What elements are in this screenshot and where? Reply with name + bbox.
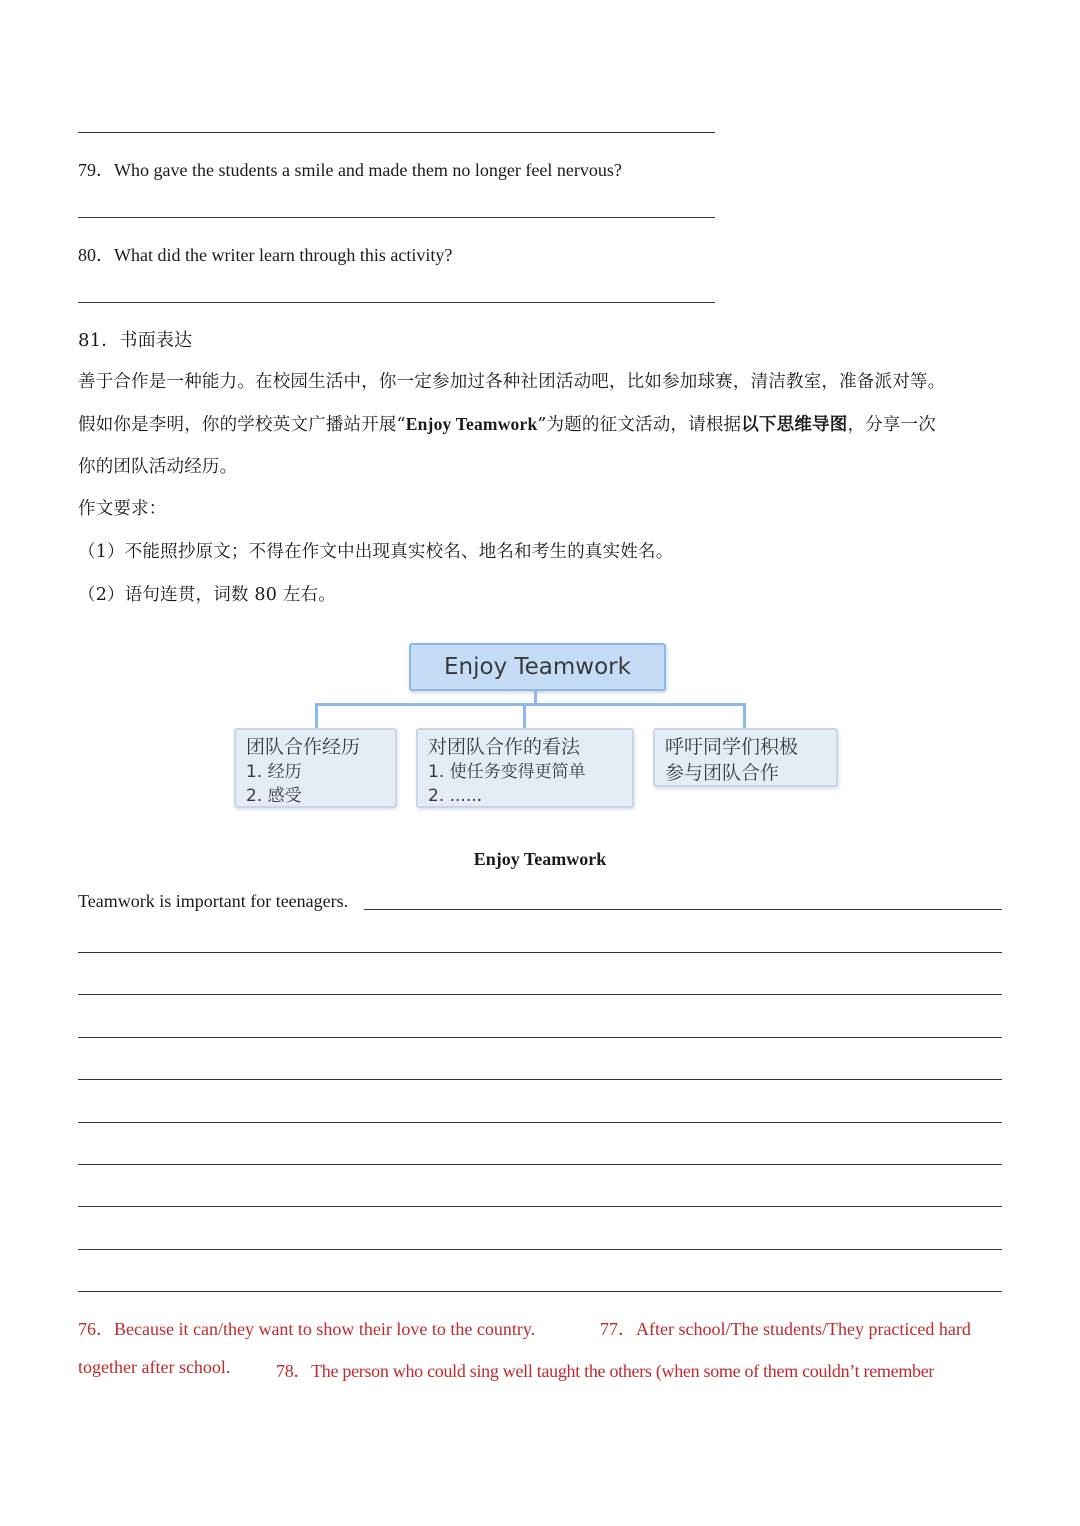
answer-78: 78．The person who could sing well taught the others (when some of them couldn’t remember — [276, 1361, 935, 1381]
branch-item: 2. 感受 — [246, 786, 302, 806]
prompt-text: ”为题的征文活动，请根据 — [537, 415, 742, 435]
prompt-essay-title: Enjoy Teamwork — [405, 414, 538, 434]
prompt-mindmap-ref: 以下思维导图 — [741, 415, 848, 435]
mindmap-connector — [315, 703, 318, 728]
mindmap-branch-experience — [234, 728, 397, 808]
branch-item: 2. ...... — [428, 786, 483, 806]
writing-line — [78, 1164, 1002, 1165]
answer-line — [78, 302, 715, 303]
prompt-paragraph-2 — [78, 411, 936, 436]
mindmap-connector — [534, 689, 537, 704]
prompt-text: 假如你是李明，你的学校英文广播站开展“ — [78, 415, 406, 435]
answer-line — [78, 132, 715, 133]
question-79: 79．Who gave the students a smile and made them no longer feel nervous? — [78, 160, 622, 180]
branch-item: 1. 使任务变得更简单 — [428, 762, 586, 782]
branch-title: 团队合作经历 — [246, 736, 361, 758]
prompt-paragraph-1: 善于合作是一种能力。在校园生活中，你一定参加过各种社团活动吧，比如参加球赛，清洁教室，准备派对等。 — [78, 372, 946, 392]
writing-line — [78, 1249, 1002, 1250]
requirements-title: 作文要求： — [78, 499, 167, 519]
mindmap-connector — [523, 703, 526, 728]
prompt-paragraph-3: 你的团队活动经历。 — [78, 457, 238, 477]
prompt-text: ，分享一次 — [847, 415, 936, 435]
mindmap-branch-views — [416, 728, 634, 808]
branch-item: 参与团队合作 — [665, 762, 780, 784]
writing-line — [78, 1122, 1002, 1123]
question-81-title: 81．书面表达 — [78, 330, 193, 351]
writing-line — [78, 994, 1002, 995]
mindmap-branch-appeal — [653, 728, 838, 787]
requirement-2: （2）语句连贯，词数 80 左右。 — [78, 585, 336, 605]
answer-line — [78, 217, 715, 218]
requirement-1: （1）不能照抄原文；不得在作文中出现真实校名、地名和考生的真实姓名。 — [78, 542, 674, 562]
writing-line — [78, 1291, 1002, 1292]
mindmap-root: Enjoy Teamwork — [409, 643, 666, 691]
essay-title: Enjoy Teamwork — [473, 849, 607, 869]
writing-line — [78, 952, 1002, 953]
branch-item: 1. 经历 — [246, 762, 302, 782]
question-80: 80．What did the writer learn through this activity? — [78, 245, 453, 265]
branch-title: 对团队合作的看法 — [428, 736, 581, 758]
essay-opening: Teamwork is important for teenagers. — [78, 891, 349, 911]
branch-title: 呼吁同学们积极 — [665, 736, 799, 758]
writing-line — [78, 1037, 1002, 1038]
mindmap-connector — [315, 703, 746, 706]
writing-line — [78, 1079, 1002, 1080]
answer-77-cont: together after school. — [78, 1357, 231, 1377]
mindmap-connector — [743, 703, 746, 728]
writing-line — [78, 1206, 1002, 1207]
answer-77: 77．After school/The students/They practiced hard — [600, 1319, 971, 1339]
writing-line — [364, 909, 1002, 910]
answer-76: 76．Because it can/they want to show their love to the country. — [78, 1319, 536, 1339]
